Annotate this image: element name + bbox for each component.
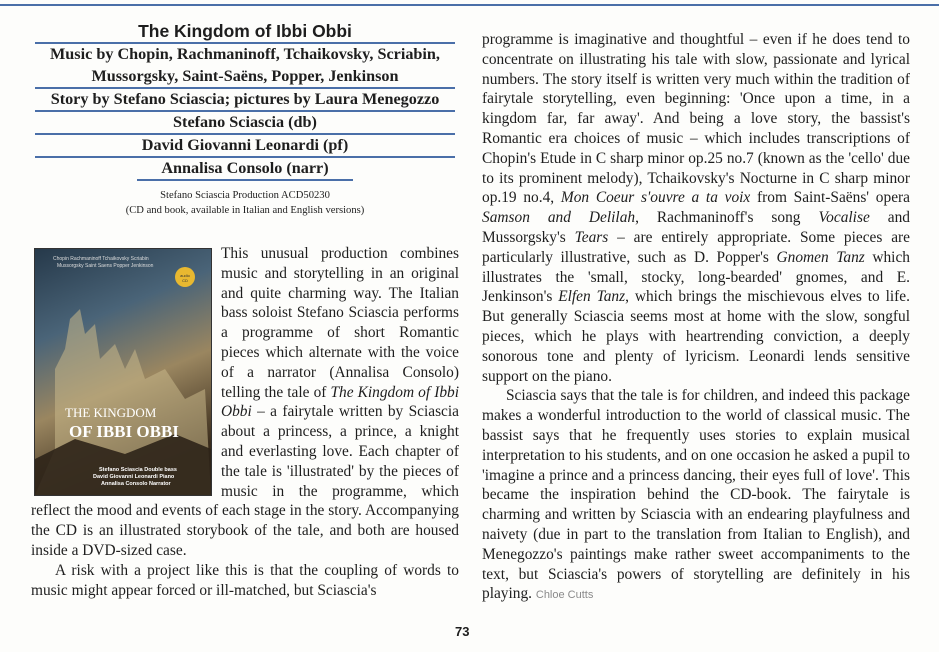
right-p1-b: from Saint-Saëns' opera	[750, 189, 910, 207]
right-p1-a: programme is imaginative and thoughtful – even if he does tend to concentrate on illustrating his tale with slow, passionate and lyrical numbers. The story itself is written very much within the tradition of fairytale storytelling, even beginning: 'Once upon a time, in a kingdom far, far away'. And being a love story, the bassist's Romantic era choices of music – which includes transcriptions of Chopin's Etude in C sharp minor op.25 no.7 (known as the 'cello' due to its prominent melody), Tchaikovsky's Nocturne in C sharp minor op.19 no.4,	[482, 31, 910, 207]
right-title-gnomen: Gnomen Tanz	[776, 248, 865, 266]
performer-narrator: Annalisa Consolo (narr)	[137, 158, 353, 181]
music-by-credit: Music by Chopin, Rachmaninoff, Tchaikovsky, Scriabin, Mussorgsky, Saint-Saëns, Popper, Jenkinson	[35, 44, 455, 89]
left-paragraph-1	[31, 244, 459, 561]
right-paragraph-2	[482, 386, 910, 606]
right-paragraph-2-text: Sciascia says that the tale is for children, and indeed this package makes a wonderful introduction to the world of classical music. The bassist says that he frequently uses stories to explain musical interpretation to his students, and on one occasion he asked a pupil to 'imagine a prince and a princess dancing, their eyes full of love'. This became the inspiration behind the CD-book. The fairytale is charming and written by Sciascia with an endearing playfulness and naivety (due in part to the translation from Italian to English), and Menegozzo's paintings make rather sweet accompaniments to the text, but Sciascia's powers of storytelling are definitely in his playing.	[482, 387, 910, 603]
left-paragraph-1-text: This unusual production combines music and storytelling in an original and quite charming way. The Italian bass soloist Stefano Sciascia performs a programme of short Romantic pieces which alternate with the voice of a narrator (Annalisa Consolo) telling the tale of	[221, 245, 459, 401]
right-paragraph-1	[482, 30, 910, 386]
page-number: 73	[455, 624, 470, 639]
left-paragraph-1-title: The Kingdom of Ibbi Obbi	[221, 383, 459, 421]
right-p1-e: – are entirely appropriate. Some pieces are particularly illustrative, such as D. Popper's	[482, 228, 910, 266]
production-note: (CD and book, available in Italian and English versions)	[125, 205, 365, 216]
performer-piano: David Giovanni Leonardi (pf)	[35, 135, 455, 158]
right-p1-c: , Rachmaninoff's song	[635, 209, 819, 227]
top-rule	[0, 4, 939, 6]
right-title-mon-coeur: Mon Coeur s'ouvre a ta voix	[560, 189, 751, 207]
cover-title-line-2: OF IBBI OBBI	[69, 422, 179, 441]
left-column	[31, 20, 459, 599]
right-title-elfen: Elfen Tanz	[558, 288, 626, 306]
story-by-credit: Story by Stefano Sciascia; pictures by Laura Menegozzo	[35, 89, 455, 112]
cover-title-line-1: THE KINGDOM	[65, 405, 157, 420]
review-title: The Kingdom of Ibbi Obbi	[35, 20, 455, 44]
right-title-tears: Tears	[574, 228, 609, 246]
left-paragraph-1-rest: – a fairytale written by Sciascia about a princess, a prince, a knight and everlasting love. Each chapter of the tale is 'illustrated' by the pieces of music in the programme, which reflect the mood and events of each stage in the story. Accompanying the CD is an illustrated storybook of the tale, and both are housed inside a DVD-sized case.	[31, 403, 459, 559]
cover-composers-line-1: Chopin Rachmaninoff Tchaikovsky Scriabin	[53, 256, 149, 262]
right-title-vocalise: Vocalise	[818, 209, 870, 227]
right-title-samson: Samson and Delilah	[482, 209, 636, 227]
author-signature: Chloe Cutts	[535, 589, 594, 602]
right-p1-g: , which brings the mischievous elves to life. But generally Sciascia seems most at home with the slow, songful pieces, which he plays with heartrending conviction, a deeply sonorous tone and plenty of lyricism. Leonardi lends sensitive support on the piano.	[482, 288, 910, 385]
left-body-text	[31, 244, 459, 600]
cover-credit-1: Stefano Sciascia Double bass	[99, 467, 177, 473]
cover-composers-line-2: Mussorgsky Saint Saens Popper Jenkinson	[57, 263, 154, 269]
cover-credit-3: Annalisa Consolo Narrator	[101, 481, 171, 487]
production-info	[31, 188, 459, 218]
cover-cd-badge: audio CD	[180, 273, 190, 283]
right-column	[482, 30, 910, 606]
right-p1-d: and Mussorgsky's	[482, 209, 910, 246]
cover-spacer	[31, 244, 221, 498]
left-paragraph-2: A risk with a project like this is that the coupling of words to music might appear forced or ill-matched, but Sciascia's	[31, 561, 459, 599]
performer-bass: Stefano Sciascia (db)	[35, 112, 455, 135]
cover-credit-2: David Giovanni Leonardi Piano	[93, 474, 175, 480]
production-label: Stefano Sciascia Production ACD50230	[160, 190, 330, 201]
right-p1-f: which illustrates the 'small, stocky, long-bearded' gnomes, and E. Jenkinson's	[482, 248, 910, 306]
